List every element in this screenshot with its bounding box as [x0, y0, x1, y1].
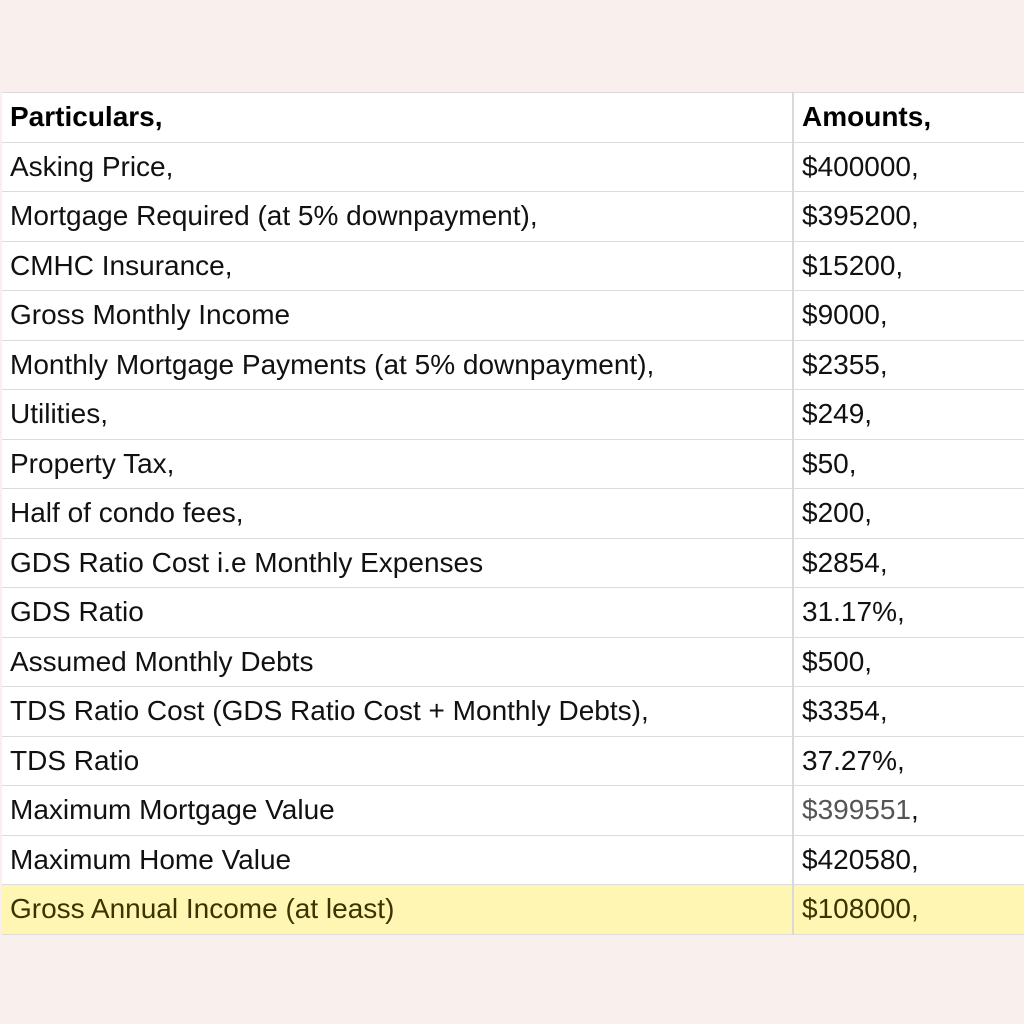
row-value-cell[interactable]: $395200,: [793, 192, 1024, 242]
row-value-cell[interactable]: $2355,: [793, 340, 1024, 390]
table-row: [2, 687, 1024, 737]
table-row: [2, 390, 1024, 440]
row-label-cell[interactable]: GDS Ratio: [2, 588, 793, 638]
table-row: [2, 637, 1024, 687]
table-row: [2, 439, 1024, 489]
table-row: [2, 786, 1024, 836]
row-label-cell[interactable]: Monthly Mortgage Payments (at 5% downpayment),: [2, 340, 793, 390]
table-row: [2, 489, 1024, 539]
table-row: [2, 588, 1024, 638]
row-label-cell[interactable]: Maximum Mortgage Value: [2, 786, 793, 836]
row-value-cell[interactable]: $108000,: [793, 885, 1024, 935]
table-row: [2, 142, 1024, 192]
row-label-cell[interactable]: Asking Price,: [2, 142, 793, 192]
row-value-cell[interactable]: $2854,: [793, 538, 1024, 588]
row-label-cell[interactable]: Half of condo fees,: [2, 489, 793, 539]
row-value-cell[interactable]: 31.17%,: [793, 588, 1024, 638]
table-header-row: [2, 93, 1024, 143]
table-row-highlighted: [2, 885, 1024, 935]
row-value-cell[interactable]: $420580,: [793, 835, 1024, 885]
row-value-cell[interactable]: $9000,: [793, 291, 1024, 341]
table-row: [2, 241, 1024, 291]
row-label-cell[interactable]: Gross Monthly Income: [2, 291, 793, 341]
mortgage-affordability-table: [2, 92, 1024, 935]
row-label-cell[interactable]: Utilities,: [2, 390, 793, 440]
table-row: [2, 835, 1024, 885]
row-label-cell[interactable]: TDS Ratio Cost (GDS Ratio Cost + Monthly Debts),: [2, 687, 793, 737]
column-header-amounts[interactable]: Amounts,: [793, 93, 1024, 143]
table-row: [2, 340, 1024, 390]
row-value-cell[interactable]: $3354,: [793, 687, 1024, 737]
row-value-cell[interactable]: $400000,: [793, 142, 1024, 192]
row-value-text: $399551: [802, 794, 912, 826]
table-row: [2, 291, 1024, 341]
row-value-cell[interactable]: $500,: [793, 637, 1024, 687]
row-label-cell[interactable]: CMHC Insurance,: [2, 241, 793, 291]
row-value-suffix: ,: [911, 794, 919, 826]
row-value-cell[interactable]: $200,: [793, 489, 1024, 539]
table-row: [2, 192, 1024, 242]
row-label-cell[interactable]: Property Tax,: [2, 439, 793, 489]
column-header-particulars[interactable]: Particulars,: [2, 93, 793, 143]
row-label-cell[interactable]: TDS Ratio: [2, 736, 793, 786]
row-label-cell[interactable]: Assumed Monthly Debts: [2, 637, 793, 687]
table-row: [2, 538, 1024, 588]
row-value-cell[interactable]: 37.27%,: [793, 736, 1024, 786]
row-value-cell[interactable]: $50,: [793, 439, 1024, 489]
row-value-cell[interactable]: $249,: [793, 390, 1024, 440]
row-label-cell[interactable]: Mortgage Required (at 5% downpayment),: [2, 192, 793, 242]
row-value-cell[interactable]: [793, 786, 1024, 836]
row-label-cell[interactable]: Maximum Home Value: [2, 835, 793, 885]
table-row: [2, 736, 1024, 786]
row-label-cell[interactable]: Gross Annual Income (at least): [2, 885, 793, 935]
row-value-cell[interactable]: $15200,: [793, 241, 1024, 291]
row-label-cell[interactable]: GDS Ratio Cost i.e Monthly Expenses: [2, 538, 793, 588]
